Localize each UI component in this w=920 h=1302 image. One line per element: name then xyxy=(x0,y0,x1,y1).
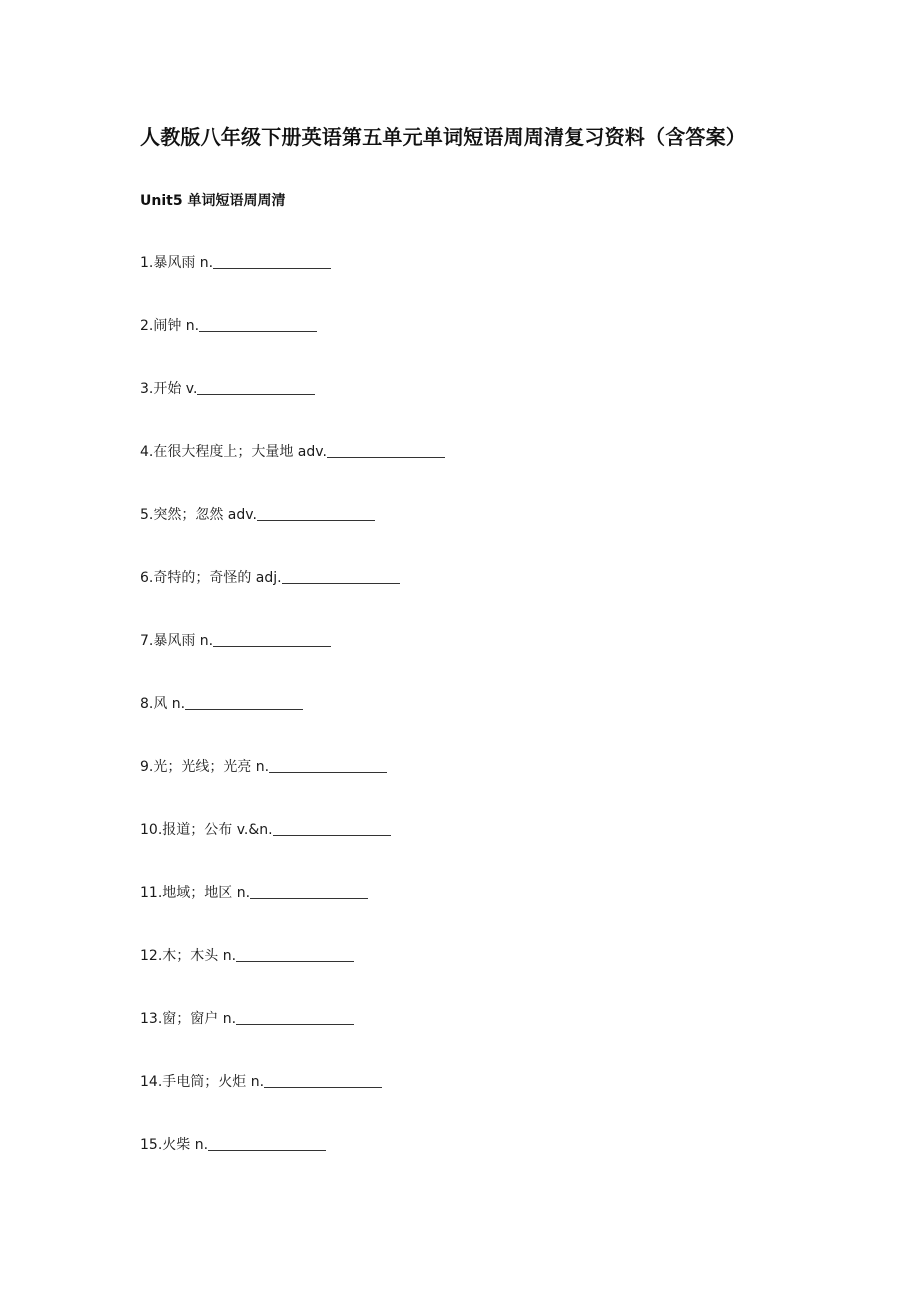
answer-blank xyxy=(250,883,368,899)
item-prompt: 2.闹钟 n. xyxy=(140,318,200,334)
answer-blank xyxy=(236,1009,354,1025)
item-prompt: 3.开始 v. xyxy=(140,381,198,397)
item-prompt: 14.手电筒；火炬 n. xyxy=(140,1074,265,1090)
item-prompt: 4.在很大程度上；大量地 adv. xyxy=(140,444,327,460)
answer-blank xyxy=(273,820,391,836)
list-item xyxy=(140,1135,445,1198)
item-prompt: 10.报道；公布 v.&n. xyxy=(140,822,273,838)
answer-blank xyxy=(327,442,445,458)
answer-blank xyxy=(257,505,375,521)
list-item xyxy=(140,946,445,1009)
list-item xyxy=(140,568,445,631)
list-item xyxy=(140,1009,445,1072)
item-prompt: 7.暴风雨 n. xyxy=(140,633,214,649)
item-prompt: 6.奇特的；奇怪的 adj. xyxy=(140,570,282,586)
answer-blank xyxy=(264,1072,382,1088)
list-item xyxy=(140,253,445,316)
answer-blank xyxy=(185,694,303,710)
list-item xyxy=(140,442,445,505)
section-subtitle: Unit5 单词短语周周清 xyxy=(140,193,286,209)
answer-blank xyxy=(236,946,354,962)
answer-blank xyxy=(199,316,317,332)
item-prompt: 15.火柴 n. xyxy=(140,1137,209,1153)
document-title: 人教版八年级下册英语第五单元单词短语周周清复习资料（含答案） xyxy=(140,125,746,149)
list-item xyxy=(140,631,445,694)
answer-blank xyxy=(197,379,315,395)
list-item xyxy=(140,379,445,442)
vocabulary-list xyxy=(140,253,445,1198)
list-item xyxy=(140,883,445,946)
list-item xyxy=(140,316,445,379)
item-prompt: 9.光；光线；光亮 n. xyxy=(140,759,270,775)
item-prompt: 11.地域；地区 n. xyxy=(140,885,251,901)
answer-blank xyxy=(269,757,387,773)
list-item xyxy=(140,757,445,820)
item-prompt: 8.风 n. xyxy=(140,696,186,712)
list-item xyxy=(140,694,445,757)
answer-blank xyxy=(208,1135,326,1151)
item-prompt: 13.窗；窗户 n. xyxy=(140,1011,237,1027)
item-prompt: 5.突然；忽然 adv. xyxy=(140,507,257,523)
item-prompt: 1.暴风雨 n. xyxy=(140,255,214,271)
answer-blank xyxy=(213,631,331,647)
list-item xyxy=(140,820,445,883)
list-item xyxy=(140,1072,445,1135)
item-prompt: 12.木；木头 n. xyxy=(140,948,237,964)
answer-blank xyxy=(282,568,400,584)
answer-blank xyxy=(213,253,331,269)
list-item xyxy=(140,505,445,568)
